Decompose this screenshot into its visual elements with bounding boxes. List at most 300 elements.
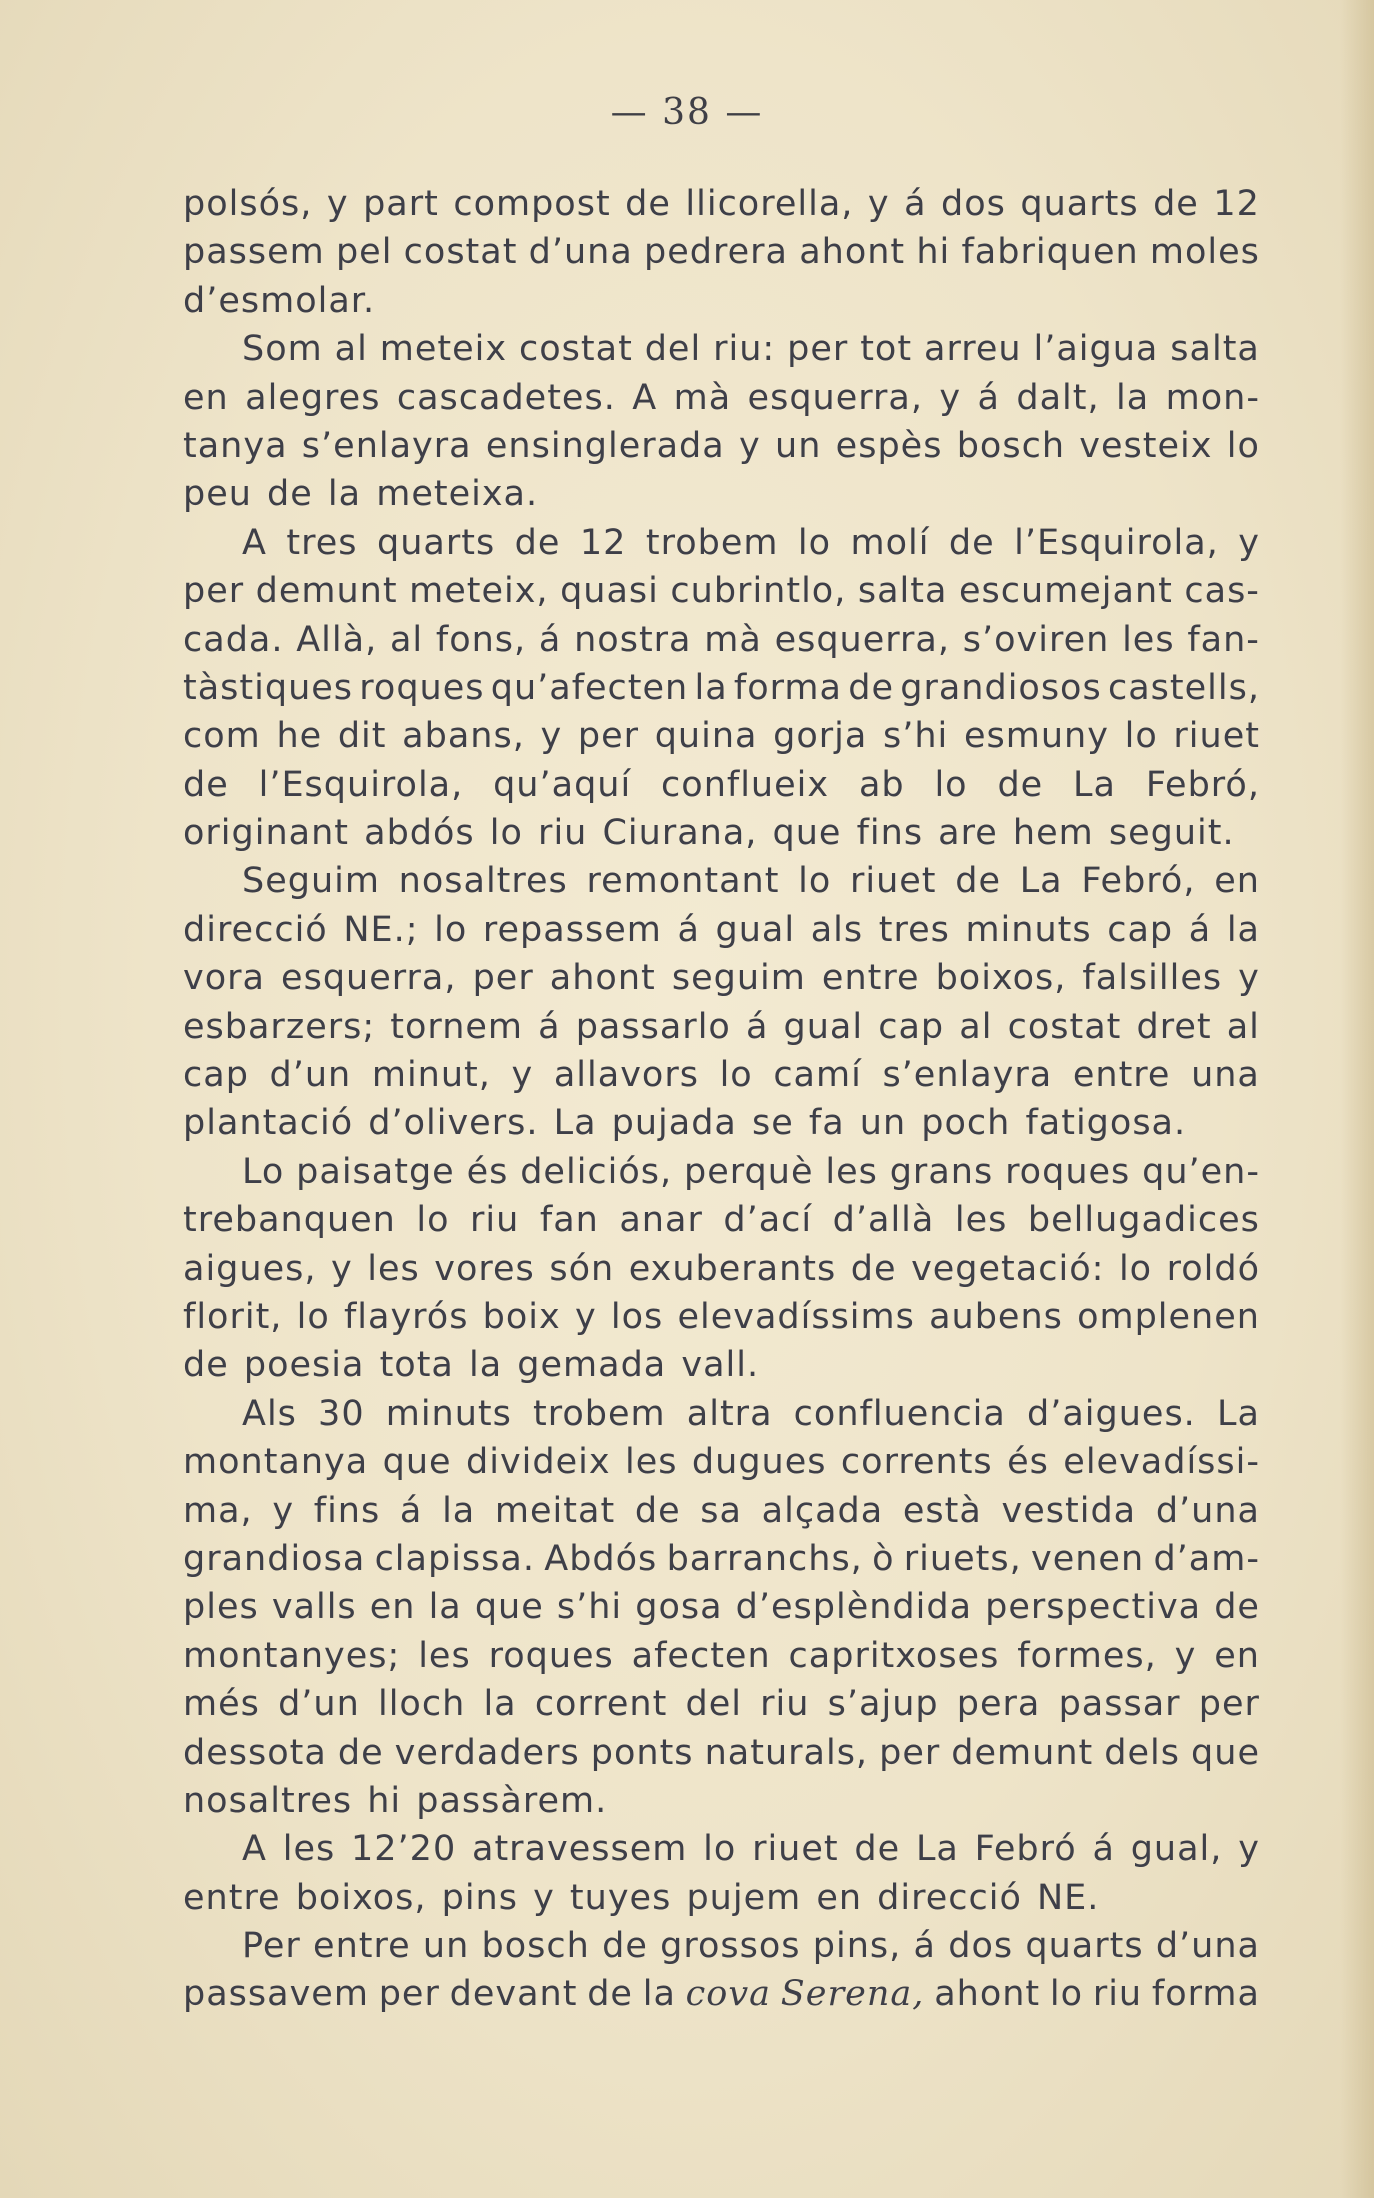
word: vores (434, 1248, 535, 1289)
word: clapissa. (374, 1538, 535, 1579)
word: conflueix (661, 764, 830, 805)
word: tot (860, 329, 913, 370)
word: de (625, 184, 671, 224)
word: entre (1072, 1055, 1171, 1096)
word: ma, (183, 1490, 253, 1531)
word: La (1073, 764, 1116, 805)
word: fan (539, 1200, 599, 1241)
word: NE.; (343, 909, 419, 950)
word: arreu (924, 329, 1022, 370)
word: s’oviren (962, 619, 1110, 660)
word: cap (1107, 909, 1174, 950)
word: repassem (482, 909, 662, 950)
word: A (632, 377, 658, 418)
word: corrent (534, 1684, 668, 1725)
word: lo (797, 522, 832, 563)
word: vegetació: (911, 1248, 1105, 1289)
word: capritxoses (788, 1635, 1000, 1676)
word: á (399, 1490, 423, 1531)
word: quarts (376, 522, 496, 563)
word: sa (700, 1490, 742, 1531)
word: anar (619, 1200, 703, 1241)
word: bosch (481, 1926, 590, 1967)
word: lo (719, 1055, 753, 1096)
word: forma (1151, 1974, 1260, 2015)
word: qu’en- (1142, 1151, 1260, 1192)
word: la (1226, 909, 1260, 950)
word: demunt (951, 1732, 1094, 1773)
word: lo (798, 861, 832, 902)
word: d’ací (723, 1200, 813, 1241)
word: flayrós (343, 1296, 469, 1337)
word: les (954, 1200, 1008, 1241)
word: lo (1118, 1248, 1153, 1289)
word: afecten (631, 1635, 771, 1676)
word: la (1116, 377, 1150, 418)
word: montanya (183, 1442, 369, 1483)
word: La (1216, 1393, 1260, 1434)
text-line (183, 664, 1260, 712)
word: en (1214, 1635, 1260, 1676)
word: Abdós (544, 1538, 658, 1579)
word: omplenen (1077, 1296, 1260, 1337)
text-line (183, 1874, 1260, 1922)
word: Febró, (1145, 764, 1260, 805)
word: venen (1031, 1538, 1145, 1579)
word: llicorella, (685, 184, 854, 224)
word: de (955, 861, 1001, 902)
word: costat (519, 329, 633, 370)
word: Seguim (242, 861, 380, 902)
word: elevadíssims (677, 1296, 915, 1337)
word: de (997, 764, 1044, 805)
word: dels (1104, 1732, 1180, 1773)
word: moles (1149, 232, 1260, 273)
word: á (904, 184, 927, 224)
text-line (183, 180, 1260, 228)
word: per (472, 958, 534, 999)
word: d’una (528, 232, 633, 273)
word: tanya (183, 425, 288, 466)
word: gual (715, 909, 796, 950)
word: d’am- (1153, 1538, 1260, 1579)
word: més (183, 1684, 260, 1725)
word: y (1174, 1635, 1197, 1676)
word: d’una (1155, 1926, 1260, 1967)
word: esquerra, (281, 958, 457, 999)
word: direcció (183, 909, 328, 950)
word: són (549, 1248, 615, 1289)
word: pedrera (644, 232, 788, 273)
text-line (183, 1922, 1260, 1970)
word: á (538, 1006, 561, 1047)
word: meitat (494, 1490, 616, 1531)
word: dret (1136, 1006, 1212, 1047)
body-text (183, 180, 1260, 2019)
word: per (378, 1974, 440, 2015)
text-line (183, 1777, 1260, 1825)
word: als (810, 909, 864, 950)
word: trobem (645, 522, 779, 563)
word: d’un (269, 1055, 352, 1096)
text-line (183, 1148, 1260, 1196)
word: salta (857, 571, 948, 612)
word: d’un (278, 1684, 360, 1725)
word: les (367, 1248, 420, 1289)
word: dos (948, 1926, 1014, 1967)
word: fabriquen (961, 232, 1139, 273)
word: gorja (773, 716, 868, 757)
word: y (331, 1248, 353, 1289)
word: riu (1092, 1974, 1143, 2015)
word: gosa (635, 1587, 723, 1628)
word: lo (934, 764, 968, 805)
word: valls (271, 1587, 357, 1628)
text-line (183, 1051, 1260, 1099)
word: dugues (691, 1442, 827, 1483)
word: devant (449, 1974, 578, 2015)
word: demunt (255, 571, 398, 612)
word: lloch (377, 1684, 466, 1725)
text-line (183, 1293, 1260, 1341)
word: dos (941, 184, 1006, 224)
word: naturals, (704, 1732, 869, 1773)
word: camí (773, 1055, 862, 1096)
word: vora (183, 958, 265, 999)
text-line (183, 1438, 1260, 1486)
word: montanyes; (183, 1635, 401, 1676)
word: paisatge (296, 1151, 455, 1192)
word: qu’afecten (490, 667, 689, 708)
word: la (428, 1587, 462, 1628)
word: 30 (318, 1393, 365, 1434)
line-text: de poesia tota la gemada vall. (183, 1345, 760, 1386)
word: he (276, 716, 323, 757)
word: grans (889, 1151, 994, 1192)
word: del (685, 1684, 742, 1725)
word: s’enlayra (882, 1055, 1053, 1096)
word: gual, (1130, 1829, 1223, 1870)
word: les (282, 1829, 336, 1870)
word: boixos, (935, 958, 1067, 999)
word: y (540, 716, 563, 757)
line-text: plantació d’olivers. La pujada se fa un poch fatigosa. (183, 1103, 1187, 1144)
word: y (574, 1296, 597, 1337)
word: cada. (183, 619, 284, 660)
word: perspectiva (985, 1587, 1202, 1628)
text-line (183, 374, 1260, 422)
word: ab (858, 764, 905, 805)
text-line (183, 712, 1260, 760)
italic-word: Serena, (780, 1974, 925, 2015)
word: entre (313, 1926, 411, 1967)
word: tres (286, 522, 358, 563)
word: mà (673, 377, 732, 418)
word: al (389, 619, 424, 660)
word: y (272, 1490, 295, 1531)
word: dessota (183, 1732, 327, 1773)
word: qu’aquí (493, 764, 632, 805)
word: pins, (812, 1926, 902, 1967)
text-line (183, 1487, 1260, 1535)
word: riuet (1173, 716, 1260, 757)
text-line (183, 1680, 1260, 1728)
text-line (183, 616, 1260, 664)
word: vesteix (1079, 425, 1213, 466)
word: trebanquen (183, 1200, 396, 1241)
word: á (1188, 909, 1212, 950)
text-line (183, 906, 1260, 954)
line-text: entre boixos, pins y tuyes pujem en direcció NE. (183, 1877, 1100, 1918)
word: fan- (1187, 619, 1260, 660)
word: y (867, 184, 890, 224)
line-text: nosaltres hi passàrem. (183, 1780, 608, 1821)
word: á (913, 1926, 936, 1967)
word: una (1191, 1055, 1260, 1096)
text-line (183, 1341, 1260, 1389)
word: lo (1049, 1974, 1084, 2015)
word: de (848, 667, 894, 708)
word: d’esplèndida (735, 1587, 973, 1628)
word: un (775, 425, 822, 466)
word: d’aigues. (1027, 1393, 1196, 1434)
word: esquerra, (747, 377, 923, 418)
word: cap (878, 1006, 945, 1047)
word: 12 (1213, 184, 1260, 224)
word: alegres (245, 377, 381, 418)
text-line (183, 277, 1260, 325)
word: molí (850, 522, 930, 563)
word: altra (686, 1393, 773, 1434)
text-line (183, 519, 1260, 567)
word: fons, (435, 619, 527, 660)
word: riu (470, 1200, 520, 1241)
line-text: d’esmolar. (183, 280, 376, 321)
word: les (1122, 619, 1175, 660)
word: mà (704, 619, 762, 660)
word: les (825, 1151, 878, 1192)
word: y (326, 184, 349, 224)
word: cap (183, 1055, 249, 1096)
word: allavors (553, 1055, 699, 1096)
word: roques (488, 1635, 614, 1676)
text-line (183, 857, 1260, 905)
word: y (1238, 522, 1260, 563)
word: florit, (183, 1296, 283, 1337)
word: de (854, 1829, 901, 1870)
word: de (602, 1926, 648, 1967)
word: en (1214, 861, 1260, 902)
word: de (337, 1732, 384, 1773)
word: á (538, 619, 562, 660)
word: passem (183, 232, 325, 273)
word: dit (337, 716, 387, 757)
word: falsilles (1082, 958, 1223, 999)
word: A (242, 522, 267, 563)
word: tàstiques (183, 667, 354, 708)
word: roques (1005, 1151, 1131, 1192)
word: com (183, 716, 261, 757)
word: confluencia (793, 1393, 1006, 1434)
word: riuet (752, 1829, 839, 1870)
word: ples (183, 1587, 259, 1628)
word: cas- (1184, 571, 1260, 612)
word: de (1153, 184, 1199, 224)
word: per (879, 1732, 941, 1773)
word: quarts (1020, 184, 1139, 224)
word: l’Esquirola, (258, 764, 464, 805)
word: quina (654, 716, 758, 757)
word: al (959, 1006, 993, 1047)
word: de (850, 1248, 897, 1289)
word: de (634, 1490, 681, 1531)
line-text: originant abdós lo riu Ciurana, que fins are hem seguit. (183, 813, 1235, 854)
word: mon- (1165, 377, 1260, 418)
text-line (183, 1729, 1260, 1777)
word: grandiosos (900, 667, 1102, 708)
word: ahont (934, 1974, 1041, 2015)
word: cubrintlo, (670, 571, 847, 612)
word: s’ajup (827, 1684, 939, 1725)
word: aubens (929, 1296, 1063, 1337)
word: forma (733, 667, 842, 708)
word: cascadetes. (396, 377, 616, 418)
word: trobem (533, 1393, 666, 1434)
word: divideix (466, 1442, 611, 1483)
word: costat (403, 232, 518, 273)
word: á (677, 909, 700, 950)
text-line (183, 325, 1260, 373)
word: Som (242, 329, 323, 370)
word: riu: (713, 329, 776, 370)
word: minut, (371, 1055, 491, 1096)
word: ponts (590, 1732, 694, 1773)
word: elevadíssi- (1063, 1442, 1260, 1483)
word: entre (821, 958, 920, 999)
word: passarlo (575, 1006, 731, 1047)
italic-word: cova (685, 1974, 771, 2015)
word: la (483, 1684, 517, 1725)
word: deliciós, (520, 1151, 673, 1192)
word: quasi (560, 571, 659, 612)
text-line (183, 1003, 1260, 1051)
word: per (577, 716, 640, 757)
word: 12 (579, 522, 627, 563)
word: barranchs, (666, 1538, 863, 1579)
word: vestida (1001, 1490, 1137, 1531)
word: compost (453, 184, 611, 224)
word: á (977, 377, 1000, 418)
word: exuberants (628, 1248, 837, 1289)
line-text: peu de la meteixa. (183, 474, 539, 515)
word: s’hi (883, 716, 949, 757)
text-line (183, 1099, 1260, 1147)
word: de (514, 522, 561, 563)
word: Als (242, 1393, 297, 1434)
text-line (183, 761, 1260, 809)
word: les (625, 1442, 678, 1483)
word: l’aigua (1033, 329, 1159, 370)
word: lo (1124, 716, 1158, 757)
text-line (183, 1970, 1260, 2018)
text-line (183, 1245, 1260, 1293)
word: ò (872, 1538, 895, 1579)
word: al (1226, 1006, 1260, 1047)
word: Lo (242, 1151, 285, 1192)
word: bellugadices (1027, 1200, 1260, 1241)
word: bosch (956, 425, 1066, 466)
word: de (1214, 1587, 1260, 1628)
word: pel (335, 232, 393, 273)
text-line (183, 1196, 1260, 1244)
word: nostra (574, 619, 692, 660)
word: grandiosa (183, 1538, 366, 1579)
text-line (183, 1825, 1260, 1873)
word: s’enlayra (301, 425, 472, 466)
word: la (694, 667, 728, 708)
word: que (382, 1442, 452, 1483)
word: les (418, 1635, 471, 1676)
word: passar (1058, 1684, 1181, 1725)
word: perquè (684, 1151, 814, 1192)
word: al (334, 329, 368, 370)
word: d’allà (832, 1200, 935, 1241)
word: y (939, 377, 962, 418)
word: passavem (183, 1974, 369, 2015)
word: part (363, 184, 439, 224)
word: meteix (379, 329, 508, 370)
word: de (183, 764, 229, 805)
word: esquerra, (774, 619, 951, 660)
word: escumejant (958, 571, 1173, 612)
word: que (474, 1587, 544, 1628)
word: un (422, 1926, 470, 1967)
word: riuet (849, 861, 937, 902)
word: Allà, (296, 619, 378, 660)
word: gual (783, 1006, 864, 1047)
word: 12’20 (351, 1829, 457, 1870)
word: formes, (1017, 1635, 1157, 1676)
word: meteix, (409, 571, 549, 612)
word: ahont (799, 232, 906, 273)
page-number: — 38 — (610, 92, 764, 133)
word: á (1092, 1829, 1115, 1870)
word: lo (296, 1296, 330, 1337)
word: roldó (1166, 1248, 1260, 1289)
text-line (183, 809, 1260, 857)
word: y (511, 1055, 534, 1096)
text-line (183, 1535, 1260, 1583)
word: y (1238, 1829, 1260, 1870)
word: abans, (402, 716, 525, 757)
word: alçada (761, 1490, 884, 1531)
word: aigues, (183, 1248, 317, 1289)
word: remontant (586, 861, 780, 902)
word: dalt, (1016, 377, 1100, 418)
word: los (610, 1296, 664, 1337)
word: grossos (660, 1926, 801, 1967)
word: hi (916, 232, 951, 273)
word: lo (416, 1200, 450, 1241)
word: minuts (385, 1393, 512, 1434)
word: s’hi (556, 1587, 623, 1628)
word: esmuny (963, 716, 1109, 757)
word: de (587, 1974, 633, 2015)
word: està (902, 1490, 982, 1531)
page-edge-shadow (1340, 0, 1374, 2198)
word: que (1191, 1732, 1260, 1773)
word: tornem (390, 1006, 524, 1047)
